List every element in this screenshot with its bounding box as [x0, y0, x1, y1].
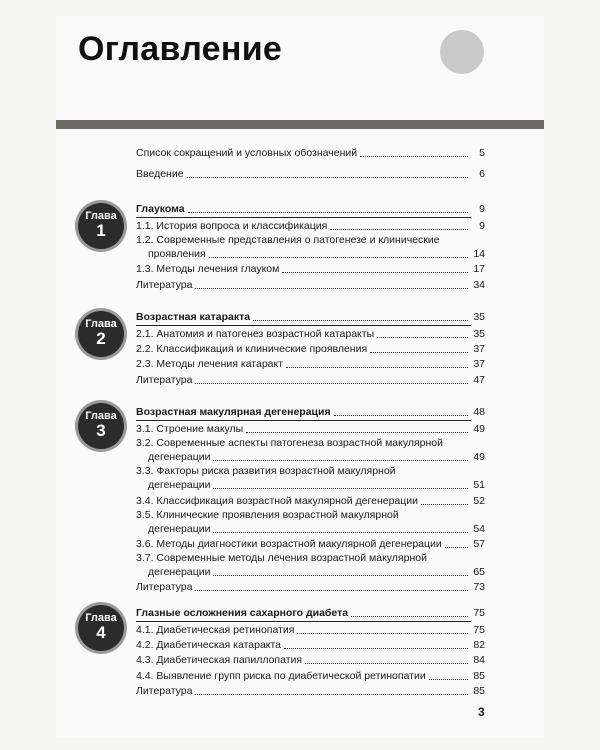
- leader-dots: [351, 616, 468, 617]
- toc-section-entry[interactable]: [136, 494, 485, 508]
- toc-entry-page: 49: [473, 423, 485, 435]
- leader-dots: [187, 177, 468, 178]
- chapter-number: 4: [96, 623, 106, 642]
- toc-entry-label: дегенерации: [148, 451, 211, 464]
- leader-dots: [429, 679, 468, 680]
- toc-entry-label: Литература: [136, 278, 193, 291]
- leader-dots: [195, 590, 468, 591]
- toc-entry-label: 1.1. История вопроса и классификация: [136, 220, 328, 232]
- toc-section-entry[interactable]: [136, 623, 485, 637]
- leader-dots: [445, 547, 468, 548]
- toc-section-entry[interactable]: [136, 327, 485, 341]
- toc-section-entry[interactable]: [136, 638, 485, 652]
- toc-entry-page: 9: [479, 203, 485, 215]
- toc-entry-label: 2.2. Классификация и клинические проявления: [136, 343, 368, 356]
- toc-entry-label: Возрастная катаракта: [136, 311, 251, 323]
- leader-dots: [195, 288, 468, 289]
- chapter-word: Глава: [85, 410, 117, 422]
- leader-dots: [195, 694, 468, 695]
- leader-dots: [421, 504, 468, 505]
- chapter-rule: [136, 621, 471, 622]
- toc-front-entry[interactable]: [136, 167, 485, 181]
- toc-entry-page: 84: [473, 654, 485, 667]
- toc-entry-label: 1.3. Методы лечения глауком: [136, 263, 280, 276]
- toc-entry-page: 49: [473, 451, 485, 464]
- toc-entry-label: Глазные осложнения сахарного диабета: [136, 607, 349, 619]
- toc-entry-page: 35: [473, 328, 485, 340]
- toc-section-label[interactable]: 3.7. Современные методы лечения возрастной макулярной: [136, 552, 427, 565]
- page-title: Оглавление: [78, 30, 283, 68]
- toc-section-entry[interactable]: [136, 580, 485, 594]
- toc-section-entry[interactable]: [148, 450, 485, 464]
- toc-entry-page: 48: [473, 406, 485, 418]
- toc-entry-page: 85: [473, 669, 485, 682]
- toc-chapter-entry[interactable]: [136, 202, 485, 216]
- toc-section-entry[interactable]: [136, 262, 485, 276]
- leader-dots: [370, 352, 468, 353]
- toc-entry-page: 75: [473, 624, 485, 636]
- toc-section-entry[interactable]: [148, 478, 485, 492]
- toc-entry-label: Глаукома: [136, 203, 185, 215]
- toc-entry-label: 2.3. Методы лечения катаракт: [136, 358, 284, 371]
- toc-chapter-entry[interactable]: [136, 405, 485, 419]
- toc-entry-page: 34: [473, 278, 485, 291]
- toc-entry-page: 14: [473, 248, 485, 261]
- toc-entry-label: 3.4. Классификация возрастной макулярной дегенерации: [136, 494, 419, 507]
- toc-entry-label: Список сокращений и условных обозначений: [136, 147, 358, 159]
- chapter-word: Глава: [85, 612, 117, 624]
- toc-entry-label: 3.1. Строение макулы: [136, 423, 244, 435]
- chapter-rule: [136, 420, 471, 421]
- toc-section-entry[interactable]: [136, 422, 485, 436]
- leader-dots: [284, 648, 468, 649]
- toc-section-entry[interactable]: [136, 669, 485, 683]
- leader-dots: [188, 212, 468, 213]
- leader-dots: [334, 415, 468, 416]
- toc-entry-page: 37: [473, 358, 485, 371]
- toc-entry-label: проявления: [148, 248, 206, 261]
- toc-entry-label: Введение: [136, 168, 184, 180]
- toc-entry-page: 51: [473, 479, 485, 492]
- chapter-rule: [136, 325, 471, 326]
- chapter-badge: [78, 605, 124, 651]
- toc-section-label[interactable]: 3.2. Современные аспекты патогенеза возрастной макулярной: [136, 437, 444, 450]
- toc-entry-label: 3.6. Методы диагностики возрастной макулярной дегенерации: [136, 538, 442, 550]
- chapter-badge: [78, 403, 124, 449]
- toc-entry-page: 6: [479, 168, 485, 180]
- leader-dots: [377, 337, 468, 338]
- toc-front-entry[interactable]: [136, 146, 485, 160]
- toc-entry-page: 57: [473, 538, 485, 550]
- leader-dots: [297, 633, 468, 634]
- toc-entry-page: 52: [473, 494, 485, 507]
- toc-entry-page: 5: [479, 147, 485, 159]
- leader-dots: [246, 432, 468, 433]
- toc-section-entry[interactable]: [136, 342, 485, 356]
- toc-entry-label: 4.1. Диабетическая ретинопатия: [136, 624, 295, 636]
- toc-entry-page: 85: [473, 684, 485, 697]
- leader-dots: [213, 575, 468, 576]
- leader-dots: [213, 460, 468, 461]
- chapter-number: 1: [96, 221, 106, 240]
- chapter-rule: [136, 217, 471, 218]
- toc-section-label[interactable]: 1.2. Современные представления о патогенезе и клинические: [136, 234, 440, 247]
- toc-entry-page: 35: [473, 311, 485, 323]
- toc-entry-page: 9: [479, 220, 485, 232]
- chapter-word: Глава: [85, 318, 117, 330]
- toc-entry-label: 4.3. Диабетическая папиллопатия: [136, 654, 303, 667]
- page-number: 3: [478, 705, 485, 719]
- toc-entry-label: 4.4. Выявление групп риска по диабетической ретинопатии: [136, 669, 426, 682]
- leader-dots: [286, 367, 468, 368]
- toc-section-label[interactable]: 3.3. Факторы риска развития возрастной макулярной: [136, 465, 396, 478]
- toc-entry-page: 75: [473, 607, 485, 619]
- leader-dots: [195, 383, 468, 384]
- toc-section-entry[interactable]: [136, 684, 485, 698]
- toc-section-entry[interactable]: [136, 653, 485, 667]
- chapter-number: 3: [96, 421, 106, 440]
- leader-dots: [330, 229, 468, 230]
- toc-entry-label: Литература: [136, 373, 193, 386]
- chapter-badge: [78, 203, 124, 249]
- toc-entry-page: 82: [473, 639, 485, 652]
- toc-entry-page: 37: [473, 343, 485, 356]
- toc-entry-page: 73: [473, 581, 485, 594]
- toc-entry-label: Литература: [136, 684, 193, 697]
- toc-entry-label: дегенерации: [148, 522, 211, 535]
- toc-entry-label: Литература: [136, 581, 193, 594]
- toc-entry-label: Возрастная макулярная дегенерация: [136, 406, 331, 418]
- toc-section-entry[interactable]: [148, 522, 485, 536]
- toc-entry-page: 65: [473, 566, 485, 579]
- toc-section-entry[interactable]: [136, 278, 485, 292]
- toc-entry-label: дегенерации: [148, 479, 211, 492]
- toc-entry-label: дегенерации: [148, 566, 211, 579]
- toc-section-entry[interactable]: [148, 565, 485, 579]
- toc-entry-page: 54: [473, 522, 485, 535]
- toc-chapter-entry[interactable]: [136, 606, 485, 620]
- leader-dots: [213, 532, 468, 533]
- chapter-badge: [78, 311, 124, 357]
- toc-entry-label: 4.2. Диабетическая катаракта: [136, 639, 282, 652]
- toc-section-entry[interactable]: [136, 219, 485, 233]
- leader-dots: [305, 663, 468, 664]
- toc-section-label[interactable]: 3.5. Клинические проявления возрастной макулярной: [136, 508, 399, 521]
- chapter-number: 2: [96, 329, 106, 348]
- leader-dots: [209, 257, 468, 258]
- leader-dots: [253, 320, 468, 321]
- chapter-word: Глава: [85, 210, 117, 222]
- toc-section-entry[interactable]: [136, 537, 485, 551]
- leader-dots: [213, 488, 468, 489]
- leader-dots: [282, 272, 468, 273]
- toc-entry-page: 17: [473, 263, 485, 276]
- leader-dots: [360, 156, 468, 157]
- toc-section-entry[interactable]: [148, 247, 485, 261]
- toc-entry-label: 2.1. Анатомия и патогенез возрастной катаракты: [136, 328, 375, 340]
- toc-entry-page: 47: [473, 373, 485, 386]
- toc-chapter-entry[interactable]: [136, 310, 485, 324]
- toc-section-entry[interactable]: [136, 373, 485, 387]
- toc-section-entry[interactable]: [136, 357, 485, 371]
